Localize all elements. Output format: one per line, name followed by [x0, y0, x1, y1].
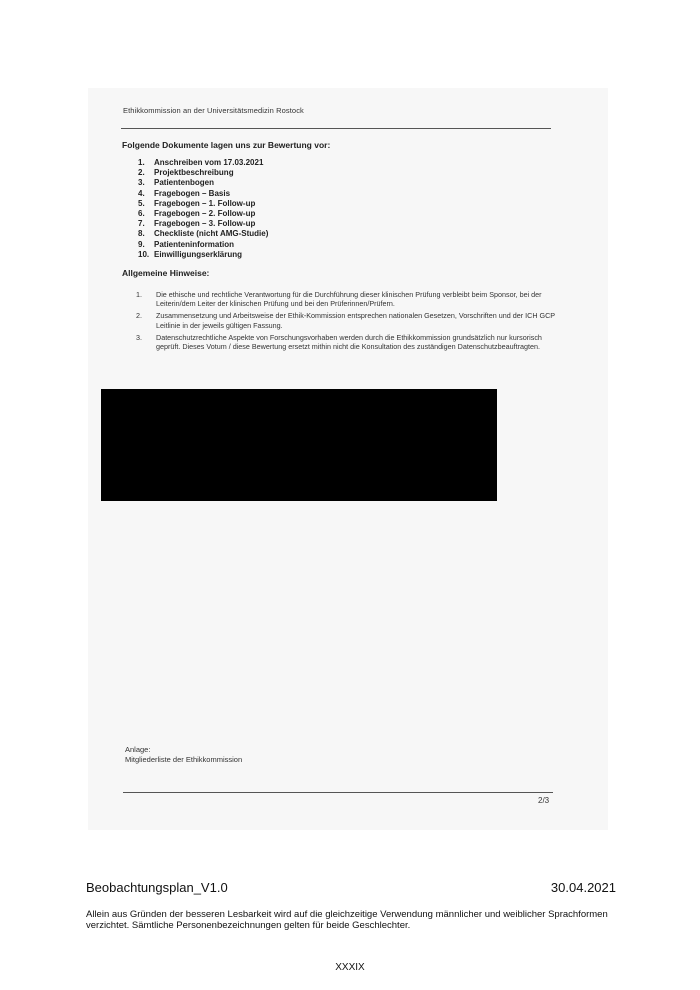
- list-item: 3. Patientenbogen: [138, 178, 215, 188]
- list-item: 5. Fragebogen – 1. Follow-up: [138, 198, 256, 208]
- scan-page-number: 2/3: [538, 796, 550, 805]
- documents-heading: Folgende Dokumente lagen uns zur Bewertung vor:: [122, 140, 331, 150]
- list-item: 6. Fragebogen – 2. Follow-up: [138, 209, 256, 219]
- list-item: 7. Fragebogen – 3. Follow-up: [138, 219, 256, 229]
- document-name: Beobachtungsplan_V1.0: [86, 880, 228, 895]
- attachment-item: Mitgliederliste der Ethikkommission: [125, 755, 243, 764]
- redaction-block: [101, 389, 497, 501]
- list-item: 1. Anschreiben vom 17.03.2021: [138, 158, 264, 167]
- list-item: 2. Projektbeschreibung: [138, 168, 234, 178]
- attachment-block: [125, 745, 242, 765]
- list-item: 3. Datenschutzrechtliche Aspekte von Forschungsvorhaben werden durch die Ethikkommission grundsätzlich nur kursorisch geprüft. Dieses Votum / diese Bewertung ersetzt mithin nicht die Konsultation des zuständigen Datenschutzbeauftragten.: [136, 332, 542, 352]
- list-item: 8. Checkliste (nicht AMG-Studie): [138, 229, 269, 239]
- letterhead: Ethikkommission an der Universitätsmedizin Rostock: [123, 106, 304, 115]
- list-item: 1. Die ethische und rechtliche Verantwortung für die Durchführung dieser klinischen Prüfung verbleibt beim Sponsor, bei der Leiterin/dem Leiter der klinischen Prüfung und bei den Prüferinnen/Prüfern.: [136, 290, 542, 309]
- attachment-label: Anlage:: [125, 745, 151, 754]
- scanned-page: [88, 88, 608, 830]
- footer-rule: [123, 792, 553, 793]
- header-rule: [121, 128, 551, 129]
- document-date: 30.04.2021: [550, 880, 616, 895]
- page-number: XXXIX: [335, 962, 365, 973]
- notes-heading: Allgemeine Hinweise:: [122, 268, 210, 278]
- list-item: 2. Zusammensetzung und Arbeitsweise der Ethik-Kommission entsprechen nationalen Gesetzen, Vorschriften und der ICH GCP Leitlinie in der jeweils gültigen Fassung.: [136, 311, 555, 330]
- notes-list: [136, 290, 556, 354]
- documents-list: [138, 158, 268, 260]
- gender-disclaimer: Allein aus Gründen der besseren Lesbarkeit wird auf die gleichzeitige Verwendung männlicher und weiblicher Sprachformen verzichtet. Sämtliche Personenbezeichnungen gelten für beide Geschlechter.: [86, 909, 608, 931]
- list-item: 10. Einwilligungserklärung: [138, 249, 243, 259]
- list-item: 9. Patienteninformation: [138, 239, 235, 249]
- list-item: 4. Fragebogen – Basis: [138, 188, 231, 198]
